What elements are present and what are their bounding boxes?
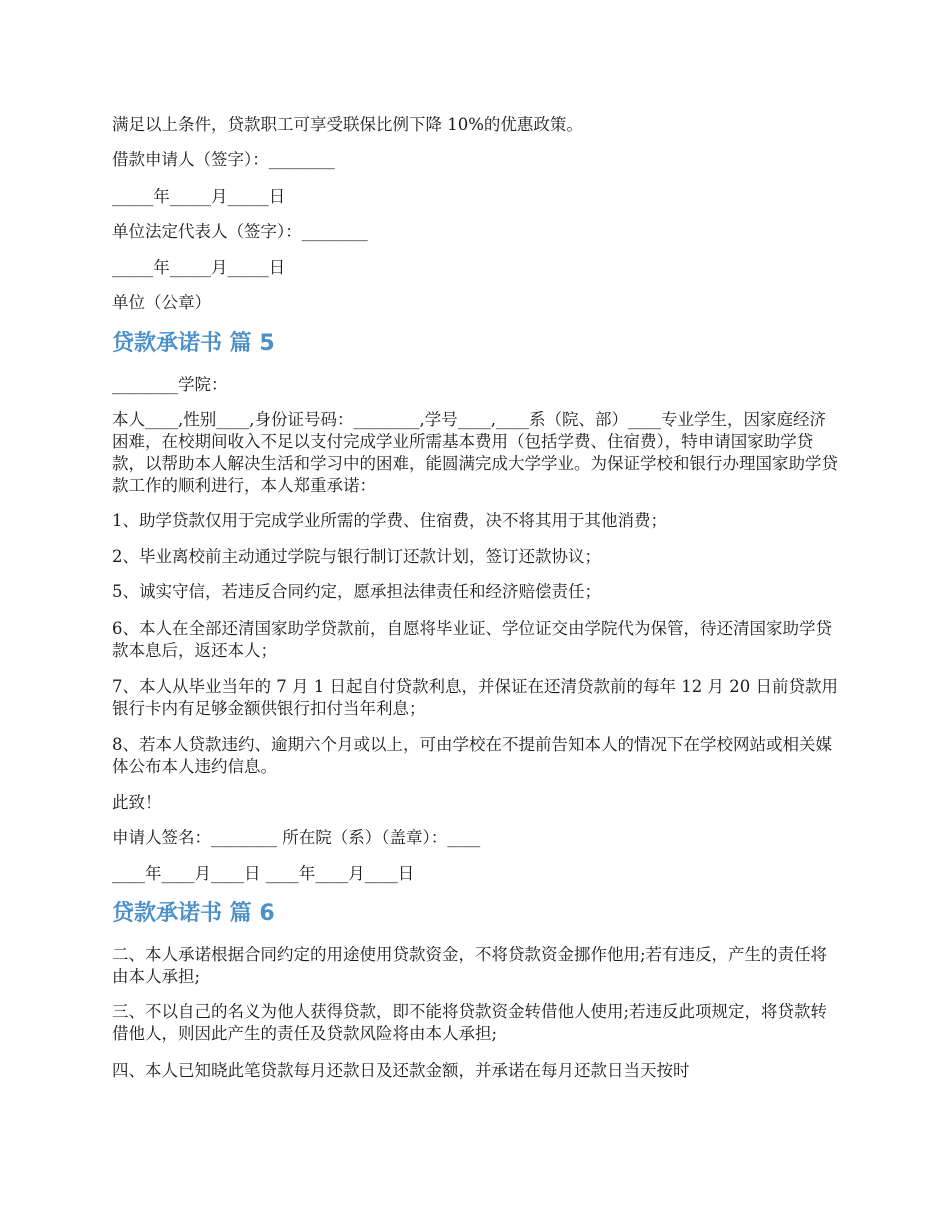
paragraph-date-line: _____年_____月_____日 [112, 258, 286, 277]
paragraph-applicant-signature: 申请人签名：________ 所在院（系）（盖章）：____ [112, 828, 481, 847]
paragraph-borrower-signature: 借款申请人（签字）：________ [112, 150, 335, 169]
paragraph-closing: 此致！ [112, 793, 162, 812]
paragraph-commitment-7: 7、本人从毕业当年的 7 月 1 日起自付贷款利息，并保证在还清贷款前的每年 12 月 20 日前贷款用银行卡内有足够金额供银行扣付当年利息； [112, 677, 838, 718]
paragraph-commitment-5: 5、诚实守信，若违反合同约定，愿承担法律责任和经济赔偿责任； [112, 582, 601, 601]
paragraph-commitment-8: 8、若本人贷款违约、逾期六个月或以上，可由学校在不提前告知本人的情况下在学校网站或相关媒体公布本人违约信息。 [112, 735, 832, 776]
paragraph-commitment-2: 2、毕业离校前主动通过学院与银行制订还款计划，签订还款协议； [112, 547, 601, 566]
paragraph-legal-rep-signature: 单位法定代表人（签字）：________ [112, 222, 368, 241]
paragraph-unit-seal: 单位（公章） [112, 293, 211, 312]
section-heading-6: 贷款承诺书 篇 6 [112, 901, 275, 926]
paragraph-commitment-three: 三、不以自己的名义为他人获得贷款，即不能将贷款资金转借他人使用;若违反此项规定，将贷款转借他人，则因此产生的责任及贷款风险将由本人承担; [112, 1002, 828, 1043]
paragraph-commitment-four: 四、本人已知晓此笔贷款每月还款日及还款金额，并承诺在每月还款日当天按时 [112, 1061, 690, 1080]
paragraph-college-addressee: ________学院： [112, 375, 228, 394]
paragraph-commitment-1: 1、助学贷款仅用于完成学业所需的学费、住宿费，决不将其用于其他消费； [112, 511, 667, 530]
paragraph-commitment-two: 二、本人承诺根据合同约定的用途使用贷款资金，不将贷款资金挪作他用;若有违反，产生的责任将由本人承担; [112, 945, 828, 986]
paragraph-commitment-6: 6、本人在全部还清国家助学贷款前，自愿将毕业证、学位证交由学院代为保管，待还清国家助学贷款本息后，返还本人； [112, 619, 832, 660]
paragraph-preferential-policy: 满足以上条件，贷款职工可享受联保比例下降 10%的优惠政策。 [112, 115, 583, 134]
paragraph-date-lines: ____年____月____日 ____年____月____日 [112, 864, 415, 883]
paragraph-applicant-statement: 本人____,性别____,身份证号码：________,学号____,____系（院、部）____专业学生，因家庭经济困难，在校期间收入不足以支付完成学业所需基本费用（包括学费、住宿费），特申请国家助学贷款，以帮助本人解决生活和学习中的困难，能圆满完成大学学业。为保证学校和银行办理国家助学贷款工作的顺利进行，本人郑重承诺： [112, 410, 838, 495]
paragraph-date-line: _____年_____月_____日 [112, 187, 286, 206]
section-heading-5: 贷款承诺书 篇 5 [112, 331, 275, 356]
